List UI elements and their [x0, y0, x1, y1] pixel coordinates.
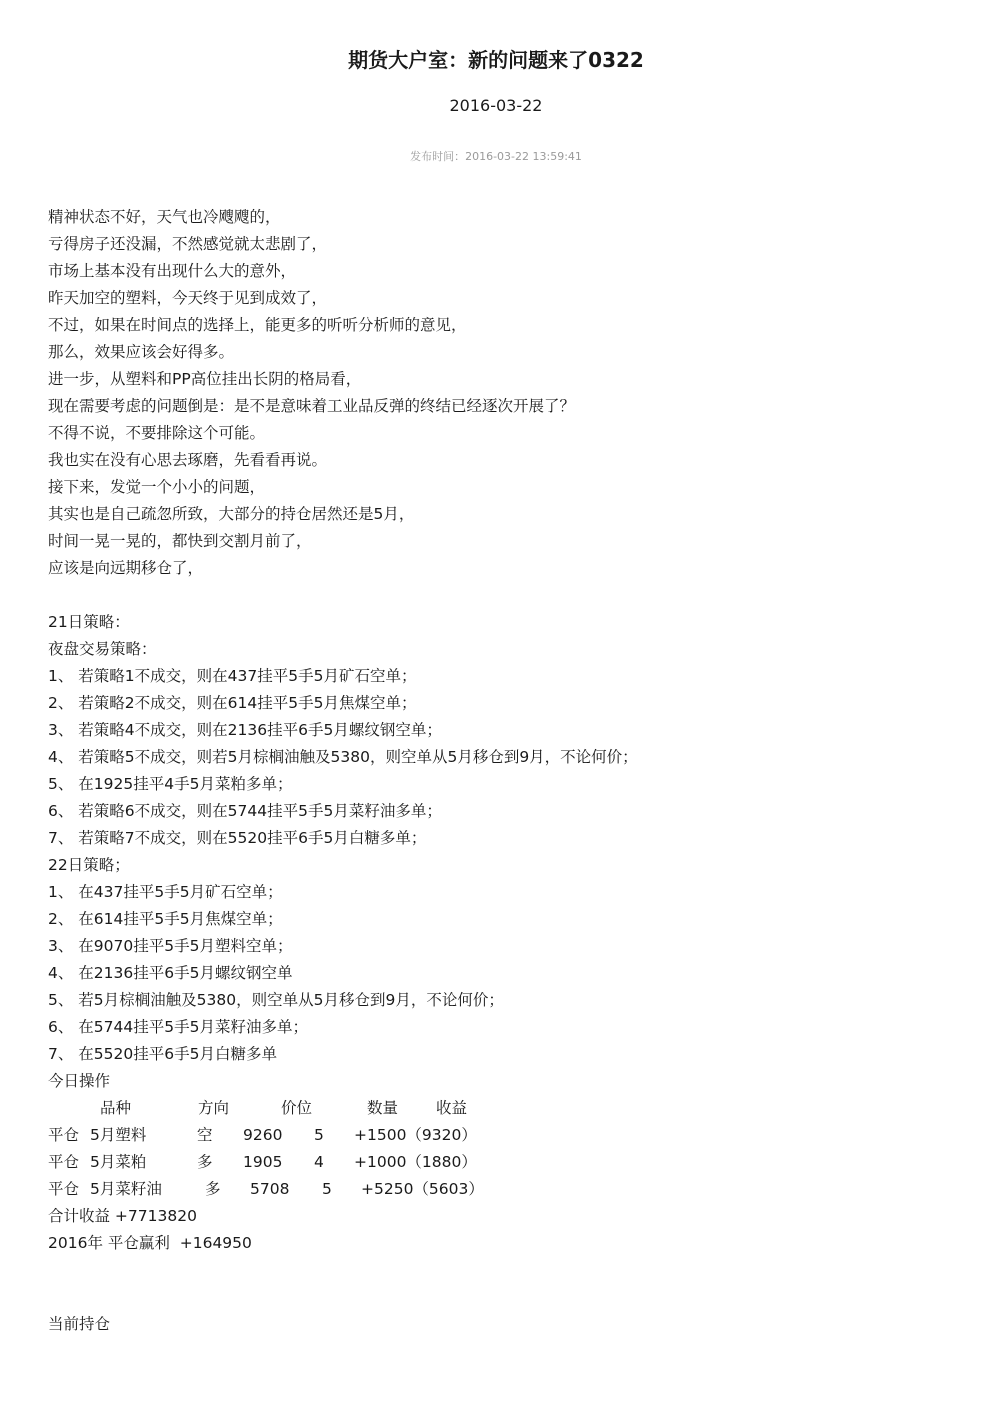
- positions-heading: 当前持仓: [48, 1315, 111, 1333]
- intro-line: 时间一晃一晃的，都快到交割月前了，: [48, 532, 312, 550]
- column-header-direction: 方向: [198, 1099, 230, 1117]
- cell-variety: 5月菜粕: [90, 1153, 147, 1171]
- cell-direction: 多: [197, 1153, 213, 1171]
- cell-quantity: 5: [322, 1180, 332, 1198]
- intro-line: 现在需要考虑的问题倒是：是不是意味着工业品反弹的终结已经逐次开展了？: [48, 397, 576, 415]
- cell-price: 9260: [243, 1126, 283, 1144]
- column-header-price: 价位: [281, 1099, 313, 1117]
- cell-variety: 5月塑料: [90, 1126, 147, 1144]
- strategy-21-item: 6、 若策略6不成交，则在5744挂平5手5月菜籽油多单；: [48, 802, 442, 820]
- cell-action: 平仓: [48, 1180, 80, 1198]
- table-header-row: [48, 1095, 948, 1122]
- column-header-variety: 品种: [100, 1099, 132, 1117]
- strategy-22-item: 6、 在5744挂平5手5月菜籽油多单；: [48, 1018, 308, 1036]
- cell-quantity: 4: [314, 1153, 324, 1171]
- strategy-22-item: 4、 在2136挂平6手5月螺纹钢空单: [48, 964, 293, 982]
- operations-section: [48, 1068, 948, 1257]
- blank-line: [48, 582, 948, 609]
- strategy-22-item: 3、 在9070挂平5手5月塑料空单；: [48, 937, 293, 955]
- strategy-22-item: 1、 在437挂平5手5月矿石空单；: [48, 883, 283, 901]
- cell-direction: 多: [205, 1180, 221, 1198]
- cell-price: 1905: [243, 1153, 283, 1171]
- blank-lines: [48, 1257, 948, 1311]
- intro-line: 精神状态不好，天气也冷飕飕的，: [48, 208, 281, 226]
- cell-direction: 空: [197, 1126, 213, 1144]
- intro-line: 进一步，从塑料和PP高位挂出长阴的格局看，: [48, 370, 362, 388]
- strategy-21-item: 3、 若策略4不成交，则在2136挂平6手5月螺纹钢空单；: [48, 721, 442, 739]
- publish-time: 发布时间：2016-03-22 13:59:41: [410, 150, 582, 163]
- strategy-21-item: 5、 在1925挂平4手5月菜粕多单；: [48, 775, 293, 793]
- intro-line: 那么，效果应该会好得多。: [48, 343, 235, 361]
- strategy-21-section: [48, 609, 948, 852]
- intro-line: 市场上基本没有出现什么大的意外，: [48, 262, 297, 280]
- operations-heading: 今日操作: [48, 1072, 111, 1090]
- cell-action: 平仓: [48, 1126, 80, 1144]
- cell-quantity: 5: [314, 1126, 324, 1144]
- cell-profit: +1000（1880）: [354, 1153, 477, 1171]
- column-header-profit: 收益: [436, 1099, 468, 1117]
- intro-line: 接下来，发觉一个小小的问题，: [48, 478, 266, 496]
- strategy-21-item: 2、 若策略2不成交，则在614挂平5手5月焦煤空单；: [48, 694, 417, 712]
- table-row: [48, 1122, 948, 1149]
- strategy-22-item: 5、 若5月棕榈油触及5380，则空单从5月移仓到9月，不论何价；: [48, 991, 504, 1009]
- strategy-21-item: 4、 若策略5不成交，则若5月棕榈油触及5380，则空单从5月移仓到9月，不论何价；: [48, 748, 638, 766]
- article-title: 期货大户室：新的问题来了0322: [348, 48, 644, 72]
- article-date: 2016-03-22: [449, 96, 543, 115]
- strategy-21-item: 1、 若策略1不成交，则在437挂平5手5月矿石空单；: [48, 667, 417, 685]
- table-row: [48, 1149, 948, 1176]
- intro-line: 昨天加空的塑料，今天终于见到成效了，: [48, 289, 328, 307]
- cell-variety: 5月菜籽油: [90, 1180, 162, 1198]
- year-profit: 2016年 平仓赢利 +164950: [48, 1234, 252, 1252]
- strategy-21-item: 7、 若策略7不成交，则在5520挂平6手5月白糖多单；: [48, 829, 427, 847]
- table-row: [48, 1176, 948, 1203]
- column-header-quantity: 数量: [367, 1099, 399, 1117]
- article-body: [48, 204, 948, 1338]
- strategy-22-heading: 22日策略；: [48, 856, 130, 874]
- intro-line: 不过，如果在时间点的选择上，能更多的听听分析师的意见，: [48, 316, 467, 334]
- operations-table: [48, 1095, 948, 1203]
- intro-line: 不得不说，不要排除这个可能。: [48, 424, 266, 442]
- total-profit: 合计收益 +7713820: [48, 1207, 197, 1225]
- strategy-22-item: 7、 在5520挂平6手5月白糖多单: [48, 1045, 277, 1063]
- intro-line: 亏得房子还没漏，不然感觉就太悲剧了，: [48, 235, 328, 253]
- intro-line: 我也实在没有心思去琢磨，先看看再说。: [48, 451, 328, 469]
- cell-price: 5708: [250, 1180, 290, 1198]
- strategy-21-heading: 21日策略：: [48, 613, 130, 631]
- strategy-21-subheading: 夜盘交易策略：: [48, 640, 157, 658]
- intro-line: 其实也是自己疏忽所致，大部分的持仓居然还是5月，: [48, 505, 415, 523]
- cell-profit: +5250（5603）: [361, 1180, 484, 1198]
- strategy-22-section: [48, 852, 948, 1068]
- intro-paragraph: [48, 204, 948, 582]
- intro-line: 应该是向远期移仓了，: [48, 559, 204, 577]
- cell-action: 平仓: [48, 1153, 80, 1171]
- strategy-22-item: 2、 在614挂平5手5月焦煤空单；: [48, 910, 283, 928]
- cell-profit: +1500（9320）: [354, 1126, 477, 1144]
